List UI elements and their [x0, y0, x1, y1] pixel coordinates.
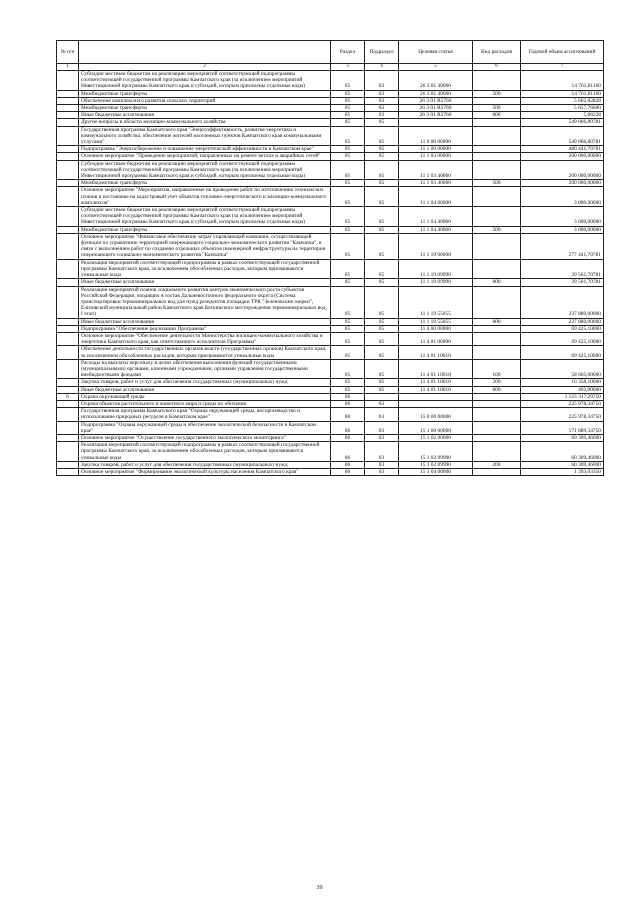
row-expense-type: 800: [473, 386, 521, 393]
row-number: [57, 233, 79, 259]
row-target-code: 26 3 01 R5760: [399, 105, 473, 112]
row-description: Иные бюджетные ассигнования: [79, 112, 331, 119]
row-number: [57, 318, 79, 325]
row-subsection: 03: [365, 408, 399, 421]
row-description: Основное мероприятие "Осуществление государственного экологического мониторинга": [79, 434, 331, 441]
row-subsection: 05: [365, 153, 399, 160]
row-amount: 549 866,80781: [521, 126, 604, 146]
table-row: [57, 386, 604, 393]
row-number: [57, 386, 79, 393]
row-expense-type: [473, 259, 521, 279]
row-expense-type: [473, 286, 521, 318]
row-section: 05: [331, 119, 365, 126]
row-subsection: 05: [365, 233, 399, 259]
row-expense-type: [473, 71, 521, 91]
row-description: Иные бюджетные ассигнования: [79, 318, 331, 325]
row-expense-type: 500: [473, 226, 521, 233]
row-number: [57, 379, 79, 386]
table-row: [57, 286, 604, 318]
row-expense-type: 800: [473, 318, 521, 325]
row-target-code: 15 1 02 00000: [399, 434, 473, 441]
row-expense-type: [473, 146, 521, 153]
table-row: [57, 408, 604, 421]
row-number: [57, 146, 79, 153]
row-expense-type: [473, 332, 521, 345]
row-target-code: 26 3 01 R5760: [399, 112, 473, 119]
column-number: 3: [331, 64, 365, 71]
table-row: [57, 325, 604, 332]
row-description: Межбюджетные трансферты: [79, 226, 331, 233]
row-target-code: 11 0 00 00000: [399, 126, 473, 146]
row-section: 06: [331, 442, 365, 462]
row-subsection: 05: [365, 119, 399, 126]
row-expense-type: 200: [473, 461, 521, 468]
row-amount: 3 000,00000: [521, 226, 604, 233]
row-section: 05: [331, 105, 365, 112]
row-section: 06: [331, 434, 365, 441]
table-row: [57, 126, 604, 146]
row-expense-type: 200: [473, 379, 521, 386]
row-number: [57, 259, 79, 279]
table-row: [57, 180, 604, 187]
row-subsection: 05: [365, 332, 399, 345]
row-target-code: 11 1 03 40060: [399, 180, 473, 187]
row-number: [57, 119, 79, 126]
row-section: 05: [331, 346, 365, 359]
row-expense-type: [473, 187, 521, 207]
row-subsection: 03: [365, 105, 399, 112]
row-subsection: 05: [365, 346, 399, 359]
row-expense-type: 800: [473, 112, 521, 119]
column-number: 4: [365, 64, 399, 71]
header-section: Раздел: [331, 41, 365, 64]
row-number: [57, 71, 79, 91]
row-amount: 10 358,10000: [521, 379, 604, 386]
header-target: Целевая статья: [399, 41, 473, 64]
table-row: [57, 233, 604, 259]
row-number: [57, 442, 79, 462]
row-target-code: 11 4 01 10010: [399, 359, 473, 379]
row-amount: 14 761,81100: [521, 71, 604, 91]
table-row: [57, 421, 604, 434]
row-amount: 1 123 317,29750: [521, 393, 604, 400]
row-section: 06: [331, 461, 365, 468]
row-subsection: 05: [365, 187, 399, 207]
row-subsection: 05: [365, 259, 399, 279]
row-subsection: 05: [365, 359, 399, 379]
table-row: [57, 346, 604, 359]
row-amount: 225 978,34750: [521, 400, 604, 407]
row-subsection: 05: [365, 379, 399, 386]
row-target-code: 11 1 03 00000: [399, 153, 473, 160]
row-target-code: 15 1 02 09990: [399, 461, 473, 468]
row-number: [57, 461, 79, 468]
row-section: 05: [331, 233, 365, 259]
row-subsection: 05: [365, 286, 399, 318]
row-section: 05: [331, 160, 365, 180]
row-description: Другие вопросы в области жилищно-коммунального хозяйства: [79, 119, 331, 126]
row-amount: 39 561,70781: [521, 279, 604, 286]
row-description: Закупка товаров, работ и услуг для обеспечения государственных (муниципальных) нужд: [79, 461, 331, 468]
row-amount: 3 000,00000: [521, 207, 604, 227]
row-section: 05: [331, 259, 365, 279]
table-row: [57, 393, 604, 400]
row-expense-type: [473, 434, 521, 441]
row-subsection: 03: [365, 71, 399, 91]
row-section: 05: [331, 386, 365, 393]
row-section: 05: [331, 325, 365, 332]
row-number: [57, 226, 79, 233]
page-number: 39: [316, 885, 323, 891]
row-section: 05: [331, 359, 365, 379]
row-subsection: 03: [365, 112, 399, 119]
row-section: 05: [331, 71, 365, 91]
row-number: [57, 160, 79, 180]
row-amount: 480 441,70781: [521, 146, 604, 153]
row-section: 05: [331, 279, 365, 286]
row-target-code: [399, 400, 473, 407]
row-target-code: 11 1 19 55055: [399, 286, 473, 318]
row-description: Реализация мероприятий соответствующей подпрограммы в рамках соответствующей государственной программы Камчатского края, за исключением обособленных расходов, которым присваиваются уникальные коды: [79, 442, 331, 462]
row-expense-type: [473, 468, 521, 475]
table-row: [57, 105, 604, 112]
table-row: [57, 153, 604, 160]
row-subsection: 05: [365, 226, 399, 233]
table-header-row: [57, 41, 604, 64]
row-target-code: 11 1 04 40060: [399, 207, 473, 227]
row-number: 6: [57, 393, 79, 400]
row-number: [57, 187, 79, 207]
row-amount: 69 425,10000: [521, 325, 604, 332]
header-num: № п/п: [57, 41, 79, 64]
row-amount: 402,00000: [521, 386, 604, 393]
table-row: [57, 97, 604, 104]
row-amount: 200 000,00000: [521, 160, 604, 180]
table-row: [57, 259, 604, 279]
row-number: [57, 434, 79, 441]
row-subsection: 03: [365, 461, 399, 468]
table-row: [57, 461, 604, 468]
table-row: [57, 359, 604, 379]
row-description: Реализация мероприятий соответствующей подпрограммы в рамках соответствующей государственной программы Камчатского края, за исключением обособленных расходов, которым присваиваются уникальные коды: [79, 259, 331, 279]
table-row: [57, 379, 604, 386]
row-target-code: 15 0 00 00000: [399, 408, 473, 421]
row-section: 05: [331, 226, 365, 233]
row-expense-type: 500: [473, 90, 521, 97]
row-amount: 69 425,10000: [521, 346, 604, 359]
row-description: Субсидии местным бюджетам на реализацию мероприятий соответствующей подпрограммы соответствующей государственной программы Камчатского края (за исключением мероприятий Инвестиционной программы Камчатского края и субсидий, которым присвоены отдельные коды): [79, 207, 331, 227]
row-target-code: 11 4 01 10010: [399, 379, 473, 386]
row-number: [57, 468, 79, 475]
row-section: 05: [331, 180, 365, 187]
row-subsection: 03: [365, 421, 399, 434]
table-row: [57, 434, 604, 441]
row-amount: 200 000,00000: [521, 153, 604, 160]
row-number: [57, 325, 79, 332]
row-target-code: [399, 119, 473, 126]
row-expense-type: 100: [473, 359, 521, 379]
row-expense-type: [473, 119, 521, 126]
row-target-code: 11 4 00 00000: [399, 325, 473, 332]
row-target-code: 26 3 01 R5760: [399, 97, 473, 104]
row-amount: 60 309,46000: [521, 442, 604, 462]
row-target-code: 15 1 00 00000: [399, 421, 473, 434]
column-number: 5: [399, 64, 473, 71]
row-description: Субсидии местным бюджетам на реализацию мероприятий соответствующей подпрограммы соответствующей государственной программы Камчатского края (за исключением мероприятий Инвестиционной программы Камчатского края и субсидий, которым присвоены отдельные коды): [79, 71, 331, 91]
table-row: [57, 279, 604, 286]
row-number: [57, 97, 79, 104]
row-subsection: 03: [365, 442, 399, 462]
row-target-code: 11 1 19 00000: [399, 233, 473, 259]
row-subsection: 05: [365, 160, 399, 180]
row-description: Основное мероприятие "Проведение мероприятий, направленных на ремонт ветхих и аварийных сетей": [79, 153, 331, 160]
row-section: 05: [331, 318, 365, 325]
table-row: [57, 442, 604, 462]
row-target-code: 11 1 00 00000: [399, 146, 473, 153]
header-description: [79, 41, 331, 64]
row-description: Основное мероприятие "Мероприятия, направленные на проведение работ по изготовлению технических планов и постановке на кадастровый учет объектов топливно-энергетического и жилищно-коммунального комплексов": [79, 187, 331, 207]
row-section: 05: [331, 97, 365, 104]
row-section: 05: [331, 286, 365, 318]
table-row: [57, 160, 604, 180]
row-subsection: 03: [365, 400, 399, 407]
row-description: Подпрограмма "Обеспечение реализации Программы": [79, 325, 331, 332]
row-expense-type: 500: [473, 105, 521, 112]
column-number-row: [57, 64, 604, 71]
row-amount: 39 561,70781: [521, 259, 604, 279]
row-expense-type: [473, 233, 521, 259]
row-target-code: 15 1 02 09990: [399, 442, 473, 462]
row-description: Субсидии местным бюджетам на реализацию мероприятий соответствующей подпрограммы соответствующей государственной программы Камчатского края (за исключением мероприятий Инвестиционной программы Камчатского края и субсидий, которым присвоены отдельные коды): [79, 160, 331, 180]
row-amount: 3 000,00000: [521, 187, 604, 207]
table-row: [57, 226, 604, 233]
row-target-code: 11 1 19 09990: [399, 279, 473, 286]
row-amount: 5 657,76600: [521, 105, 604, 112]
table-row: [57, 146, 604, 153]
row-description: Межбюджетные трансферты: [79, 105, 331, 112]
header-amount: Годовой объем ассигнований: [521, 41, 604, 64]
row-description: Государственная программа Камчатского края "Охрана окружающей среды, воспроизводство и использование природных ресурсов в Камчатском крае": [79, 408, 331, 421]
row-expense-type: [473, 442, 521, 462]
row-target-code: 11 1 04 40060: [399, 226, 473, 233]
row-section: 05: [331, 379, 365, 386]
row-expense-type: [473, 325, 521, 332]
row-target-code: 26 3 01 40060: [399, 71, 473, 91]
table-row: [57, 119, 604, 126]
row-number: [57, 112, 79, 119]
row-description: Расходы на выплаты персоналу в целях обеспечения выполнения функций государственными (муниципальными) органами, казенными учреждениями, органами управления государственными внебюджетными фондами: [79, 359, 331, 379]
table-row: [57, 468, 604, 475]
row-subsection: 05: [365, 180, 399, 187]
row-amount: 200 000,00000: [521, 180, 604, 187]
row-section: 05: [331, 126, 365, 146]
row-description: Основное мероприятие "Обеспечение деятельности Министерства жилищно-коммунального хозяйства и энергетики Камчатского края, как ответственного исполнителя Программы": [79, 332, 331, 345]
row-amount: 277 441,70781: [521, 233, 604, 259]
row-description: Подпрограмма "Охрана окружающей среды и обеспечение экологической безопасности в Камчатском крае": [79, 421, 331, 434]
row-subsection: 03: [365, 97, 399, 104]
row-subsection: 05: [365, 386, 399, 393]
row-section: 06: [331, 421, 365, 434]
row-amount: 58 665,00000: [521, 359, 604, 379]
row-target-code: 11 1 04 00000: [399, 187, 473, 207]
row-amount: 5,06228: [521, 112, 604, 119]
table-body: [57, 71, 604, 476]
row-section: 05: [331, 207, 365, 227]
row-amount: 60 309,46000: [521, 461, 604, 468]
row-description: Обеспечение деятельности государственных органов власти (государственных органов) Камчатского края, за исключением обособленных расходов, которым присваиваются уникальные коды: [79, 346, 331, 359]
row-expense-type: [473, 160, 521, 180]
row-target-code: 11 4 01 10010: [399, 346, 473, 359]
row-expense-type: [473, 393, 521, 400]
column-number: 6: [473, 64, 521, 71]
row-target-code: 11 4 01 00000: [399, 332, 473, 345]
row-number: [57, 90, 79, 97]
row-subsection: 05: [365, 126, 399, 146]
row-description: Охрана окружающей среды: [79, 393, 331, 400]
header-expense-type: Вид расходов: [473, 41, 521, 64]
row-amount: 14 761,81100: [521, 90, 604, 97]
row-amount: 60 309,46000: [521, 434, 604, 441]
row-number: [57, 207, 79, 227]
row-description: Межбюджетные трансферты: [79, 90, 331, 97]
row-section: 05: [331, 332, 365, 345]
row-target-code: 11 1 03 40060: [399, 160, 473, 180]
row-description: Иные бюджетные ассигнования: [79, 386, 331, 393]
table-row: [57, 332, 604, 345]
row-subsection: 05: [365, 279, 399, 286]
row-subsection: 05: [365, 146, 399, 153]
row-number: [57, 408, 79, 421]
row-subsection: 03: [365, 468, 399, 475]
row-number: [57, 332, 79, 345]
row-subsection: 05: [365, 325, 399, 332]
row-expense-type: [473, 207, 521, 227]
row-number: [57, 279, 79, 286]
row-number: [57, 153, 79, 160]
row-subsection: 03: [365, 434, 399, 441]
column-number: 2: [79, 64, 331, 71]
budget-table: [56, 40, 604, 476]
row-section: 05: [331, 112, 365, 119]
row-target-code: 11 4 01 10010: [399, 386, 473, 393]
row-target-code: 26 3 01 40060: [399, 90, 473, 97]
row-target-code: [399, 393, 473, 400]
row-expense-type: [473, 400, 521, 407]
row-number: [57, 359, 79, 379]
row-amount: 1 393,03350: [521, 468, 604, 475]
row-amount: 5 662,82828: [521, 97, 604, 104]
header-subsection: Подраздел: [365, 41, 399, 64]
row-number: [57, 346, 79, 359]
row-description: Обеспечение комплексного развития сельских территорий: [79, 97, 331, 104]
row-section: 05: [331, 153, 365, 160]
row-description: Иные бюджетные ассигнования: [79, 279, 331, 286]
row-subsection: 03: [365, 90, 399, 97]
table-row: [57, 318, 604, 325]
row-section: 06: [331, 408, 365, 421]
row-expense-type: 800: [473, 279, 521, 286]
row-description: Закупка товаров, работ и услуг для обеспечения государственных (муниципальных) нужд: [79, 379, 331, 386]
row-description: Основное мероприятие "Формирование экологической культуры населения Камчатского края": [79, 468, 331, 475]
table-row: [57, 112, 604, 119]
column-number: 1: [57, 64, 79, 71]
table-row: [57, 71, 604, 91]
row-number: [57, 421, 79, 434]
row-subsection: [365, 393, 399, 400]
row-expense-type: [473, 408, 521, 421]
row-target-code: 11 1 19 09990: [399, 259, 473, 279]
row-expense-type: [473, 346, 521, 359]
row-amount: 237 880,00000: [521, 318, 604, 325]
row-description: Межбюджетные трансферты: [79, 180, 331, 187]
table-row: [57, 90, 604, 97]
row-number: [57, 400, 79, 407]
row-amount: 225 978,34750: [521, 408, 604, 421]
row-section: 05: [331, 90, 365, 97]
row-number: [57, 126, 79, 146]
row-section: 06: [331, 468, 365, 475]
table-row: [57, 400, 604, 407]
row-expense-type: [473, 153, 521, 160]
table-row: [57, 207, 604, 227]
row-amount: 549 866,80781: [521, 119, 604, 126]
row-target-code: 15 1 04 00000: [399, 468, 473, 475]
row-section: 06: [331, 393, 365, 400]
row-section: 06: [331, 400, 365, 407]
row-subsection: 05: [365, 318, 399, 325]
row-section: 05: [331, 187, 365, 207]
row-description: Реализация мероприятий планов социального развития центров экономического роста субъектов Российской Федерации, входящих в состав Дальневосточного федерального округа (Система транспортировки термоминеральных вод для нужд резидентов площадки ТРК "Зеленовские озерки", Елизовский муниципальный район Камчатского края Кеткинского месторождения термоминеральных вод, I этап): [79, 286, 331, 318]
column-number: 7: [521, 64, 604, 71]
row-description: Охрана объектов растительного и животного мира и среды их обитания: [79, 400, 331, 407]
row-description: Подпрограмма "Энергосбережение и повышение энергетической эффективности в Камчатском крае": [79, 146, 331, 153]
row-subsection: 05: [365, 207, 399, 227]
row-amount: 171 889,34750: [521, 421, 604, 434]
row-expense-type: [473, 97, 521, 104]
table-row: [57, 187, 604, 207]
row-number: [57, 180, 79, 187]
row-section: 05: [331, 146, 365, 153]
row-expense-type: [473, 126, 521, 146]
row-expense-type: [473, 421, 521, 434]
row-target-code: 11 1 19 55055: [399, 318, 473, 325]
row-amount: 69 425,10000: [521, 332, 604, 345]
row-number: [57, 105, 79, 112]
row-description: Государственная программа Камчатского края "Энергоэффективность, развитие энергетики и коммунального хозяйства, обеспечение жителей населенных пунктов Камчатского края коммунальными услугами": [79, 126, 331, 146]
row-number: [57, 286, 79, 318]
row-expense-type: 500: [473, 180, 521, 187]
row-description: Основное мероприятие "Финансовое обеспечение затрат управляющей компании, осуществляющей функции по управлению территорией опережающего социально-экономического развития "Камчатка", в связи с выполнением работ по созданию отдельных объектов инженерной инфраструктуры на территории опережающего социально-экономического развития "Камчатка": [79, 233, 331, 259]
row-amount: 237 880,00000: [521, 286, 604, 318]
